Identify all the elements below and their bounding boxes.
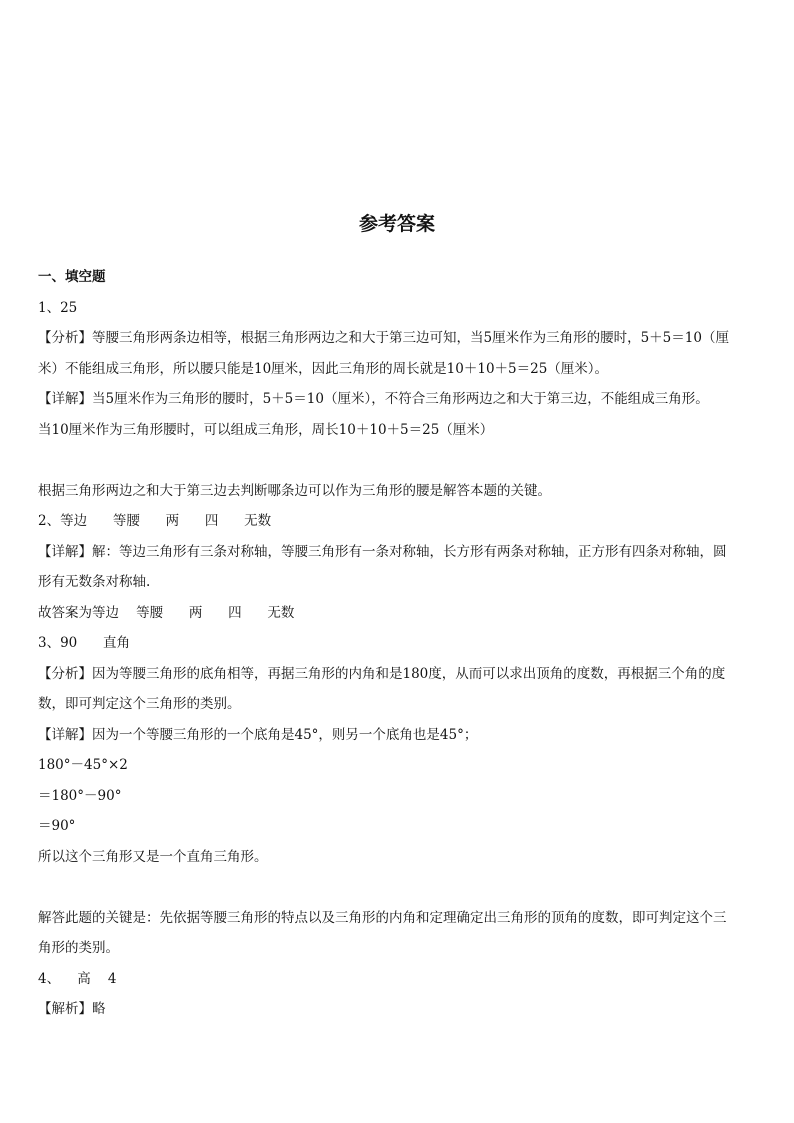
analysis-3-line-2: 数，即可判定这个三角形的类别。 xyxy=(38,696,241,712)
detail-1-line-2: 当10厘米作为三角形腰时，可以组成三角形，周长10＋10＋5＝25（厘米） xyxy=(38,421,494,438)
page-title: 参考答案 xyxy=(358,213,435,235)
calc-step-3: ＝90° xyxy=(38,818,76,834)
detail-1-line-1: 【详解】当5厘米作为三角形的腰时，5＋5＝10（厘米），不符合三角形两边之和大于第三边，不能组成三角形。 xyxy=(38,391,709,407)
answer-content xyxy=(38,262,756,1025)
calc-step-2: ＝180°－90° xyxy=(38,787,122,804)
calc-step-1: 180°－45°×2 xyxy=(38,757,128,773)
analysis-4: 【解析】略 xyxy=(38,1001,106,1017)
analysis-3-line-1: 【分析】因为等腰三角形的底角相等，再据三角形的内角和是180度，从而可以求出顶角的度数，再根据三个角的度 xyxy=(38,665,726,682)
answer-4: 4、 高 4 xyxy=(38,970,117,987)
comment-3-line-1: 解答此题的关键是：先依据等腰三角形的特点以及三角形的内角和定理确定出三角形的顶角的度数，即可判定这个三 xyxy=(38,909,727,926)
spacer xyxy=(38,445,756,476)
answer-2: 2、等边 等腰 两 四 无数 xyxy=(38,513,272,529)
detail-3-conclusion: 所以这个三角形又是一个直角三角形。 xyxy=(38,848,268,865)
answer-3: 3、90 直角 xyxy=(38,635,131,651)
detail-3-line-1: 【详解】因为一个等腰三角形的一个底角是45°，则另一个底角也是45°； xyxy=(38,726,478,743)
conclusion-2: 故答案为等边 等腰 两 四 无数 xyxy=(38,604,295,621)
comment-1: 根据三角形两边之和大于第三边去判断哪条边可以作为三角形的腰是解答本题的关键。 xyxy=(38,482,551,499)
spacer xyxy=(38,872,756,903)
comment-3-line-2: 角形的类别。 xyxy=(38,940,119,956)
detail-2-line-1: 【详解】解：等边三角形有三条对称轴，等腰三角形有一条对称轴，长方形有两条对称轴，正方形有四条对称轴，圆 xyxy=(38,543,727,560)
detail-2-line-2: 形有无数条对称轴. xyxy=(38,574,151,590)
analysis-1-line-2: 米）不能组成三角形，所以腰只能是10厘米，因此三角形的周长就是10＋10＋5＝25（厘米）。 xyxy=(38,360,609,377)
analysis-1-line-1: 【分析】等腰三角形两条边相等，根据三角形两边之和大于第三边可知，当5厘米作为三角形的腰时，5＋5＝10（厘 xyxy=(38,330,729,346)
section-heading: 一、填空题 xyxy=(38,269,106,285)
answer-1: 1、25 xyxy=(38,299,78,316)
